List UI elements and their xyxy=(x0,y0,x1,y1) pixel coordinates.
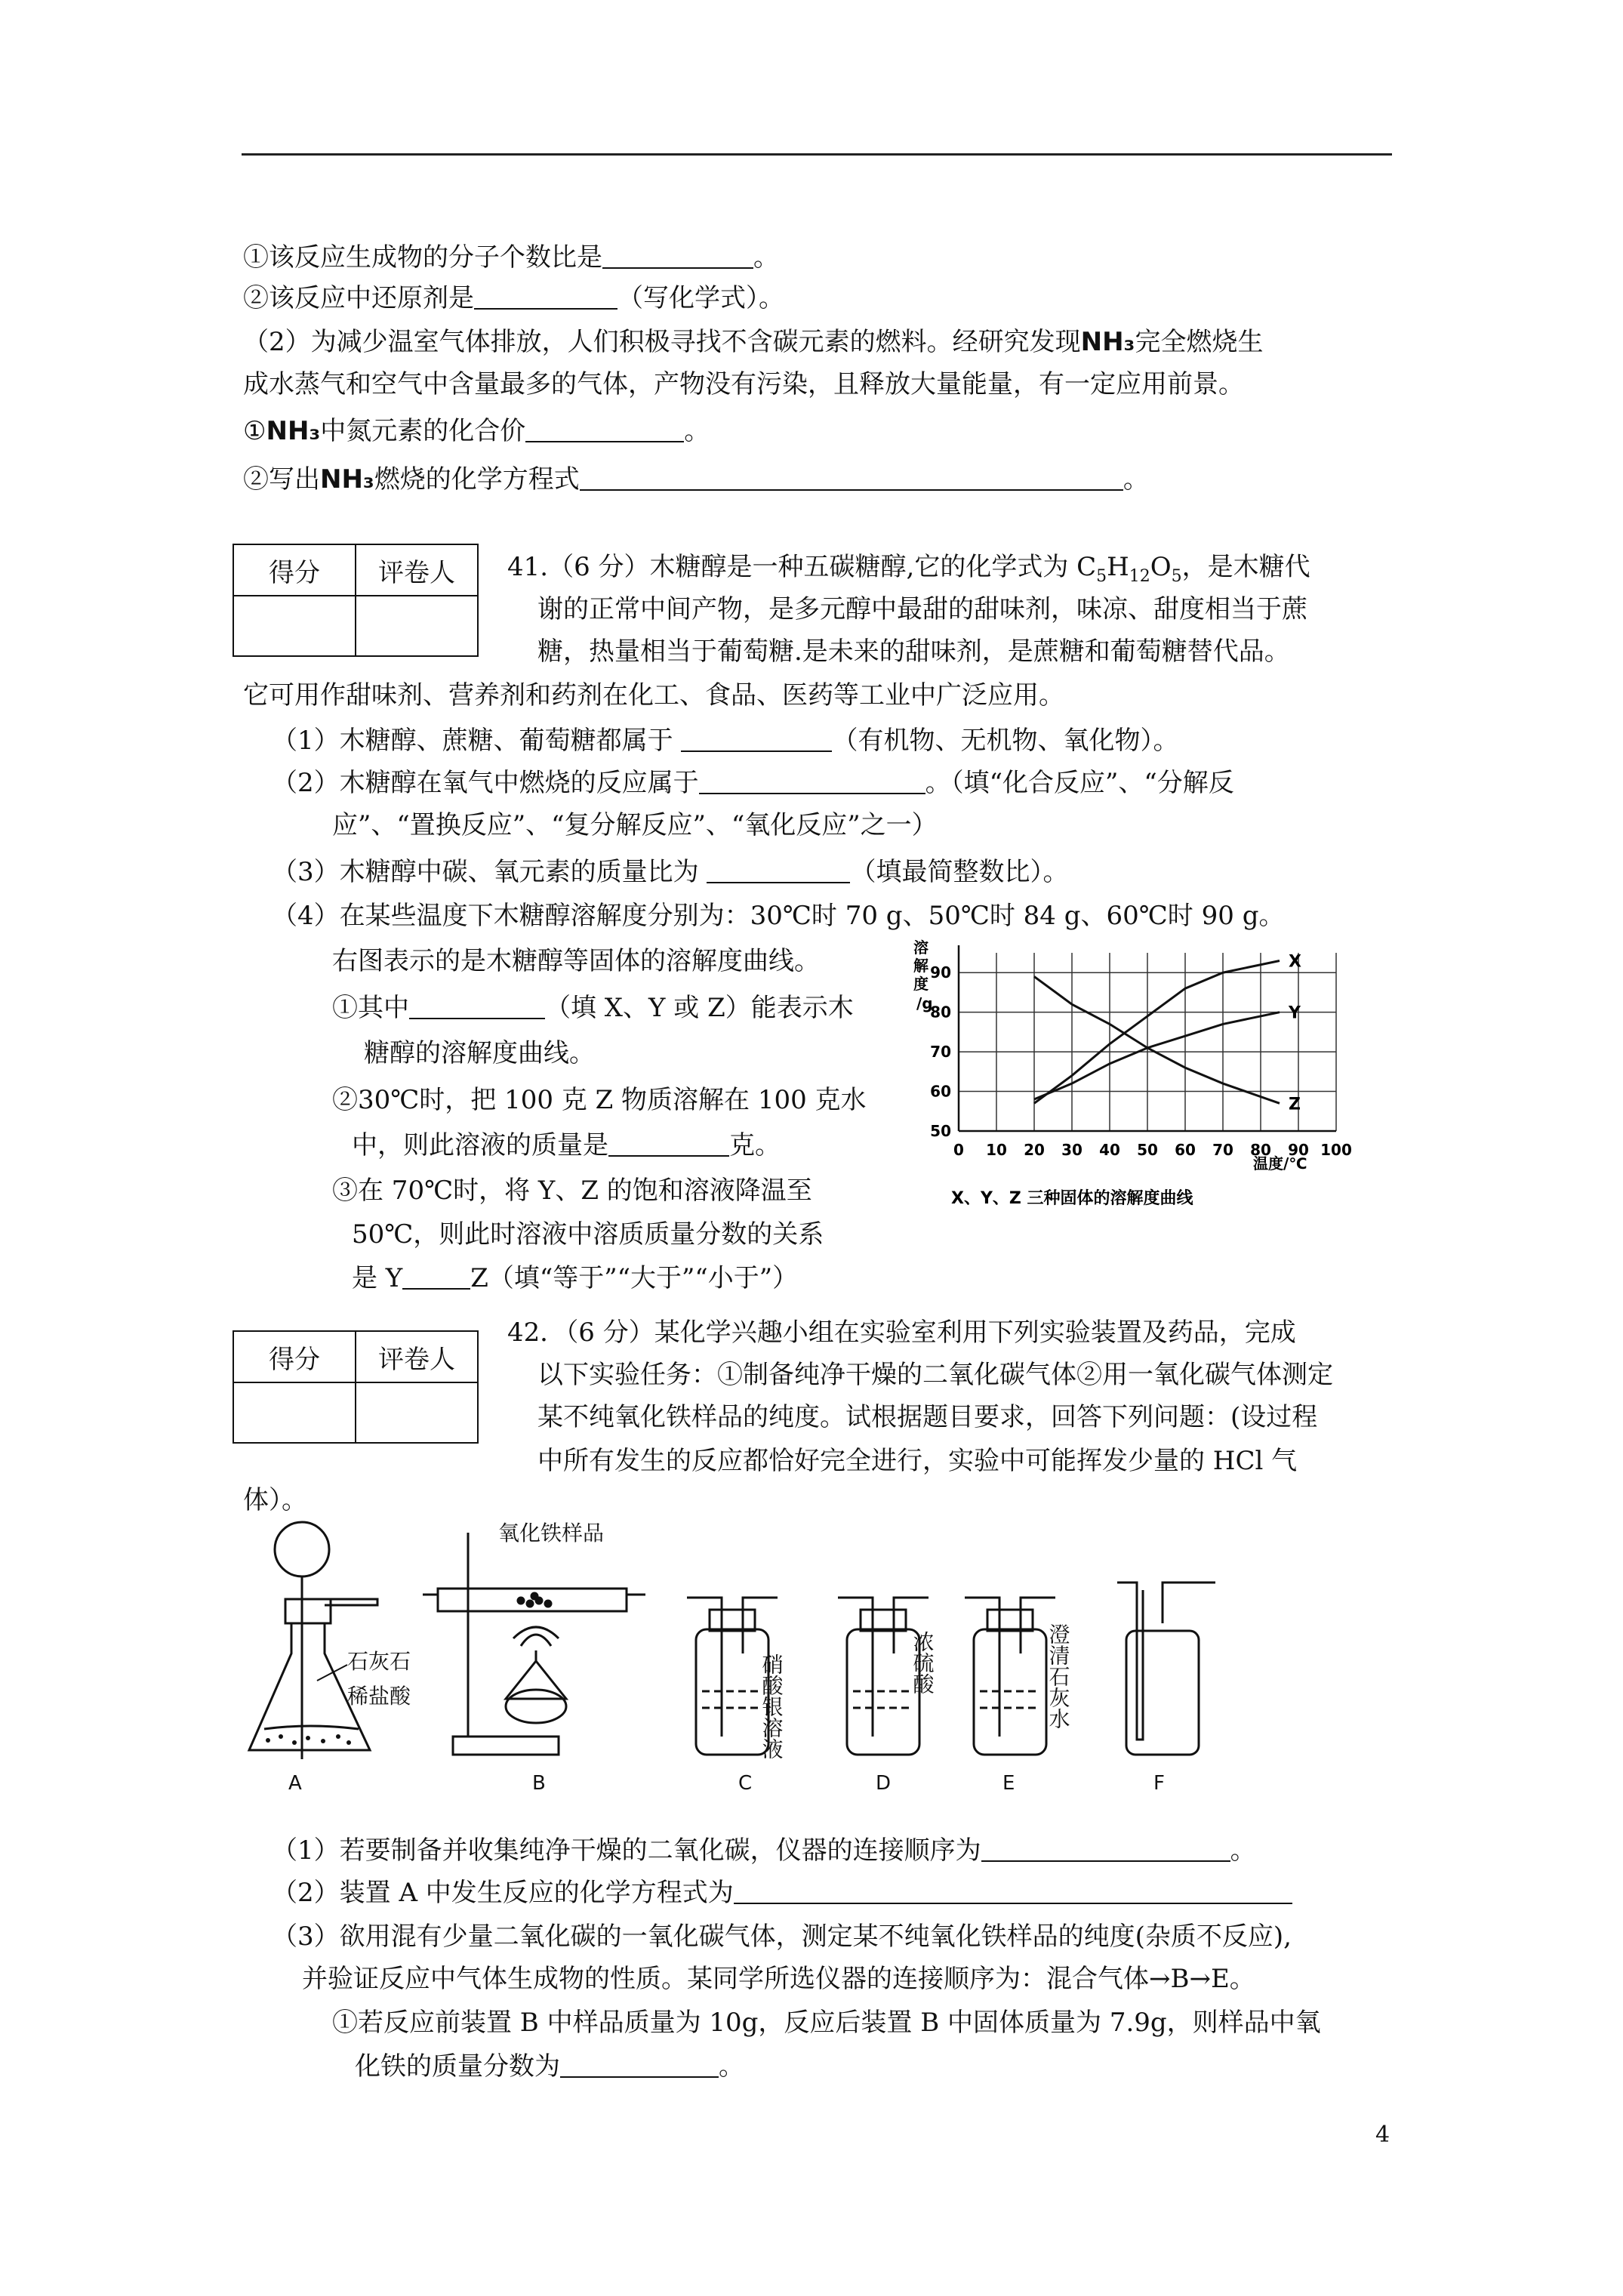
q40-line-2: ②该反应中还原剂是 （写化学式）。 xyxy=(243,279,784,317)
answer-blank[interactable] xyxy=(525,414,684,442)
label-e: E xyxy=(1002,1772,1015,1795)
q42-line-2: 以下实验任务：①制备纯净干燥的二氧化碳气体②用一氧化碳气体测定 xyxy=(537,1360,1333,1390)
q41-part-2-cont: 应”、“置换反应”、“复分解反应”、“氧化反应”之一） xyxy=(332,810,938,840)
answer-blank[interactable] xyxy=(409,991,545,1019)
y-tick-label: 50 xyxy=(930,1122,951,1140)
sulfuric-acid-label: 浓硫酸 xyxy=(910,1631,935,1694)
q42-line-1: 42．（6 分）某化学兴趣小组在实验室利用下列实验装置及药品，完成 xyxy=(507,1318,1296,1348)
y-tick-label: 70 xyxy=(930,1043,951,1062)
q41-sub-2-cont: 中，则此溶液的质量是 克。 xyxy=(352,1126,781,1164)
silver-nitrate-label: 硝酸银溶液 xyxy=(759,1653,784,1759)
q41-sub-3-cont2: 是 Y Z（填“等于”“大于”“小于”） xyxy=(352,1259,798,1297)
series-label-x: X xyxy=(1289,952,1301,972)
apparatus-b xyxy=(423,1533,645,1755)
q41-line-4: 它可用作甜味剂、营养剂和药剂在化工、食品、医药等工业中广泛应用。 xyxy=(243,680,1064,710)
q42-part-1: （1）若要制备并收集纯净干燥的二氧化碳，仪器的连接顺序为 。 xyxy=(272,1832,1256,1869)
q42-part-3-sub-1-cont: 化铁的质量分数为 。 xyxy=(355,2048,744,2085)
answer-blank[interactable] xyxy=(474,281,617,310)
y-tick-label: 60 xyxy=(930,1082,951,1101)
limestone-label: 石灰石 xyxy=(347,1649,411,1674)
series-line-y xyxy=(1034,1012,1280,1099)
page-number: 4 xyxy=(1375,2122,1390,2148)
answer-blank[interactable] xyxy=(699,766,925,794)
chart-title: X、Y、Z 三种固体的溶解度曲线 xyxy=(951,1189,1193,1208)
answer-blank[interactable] xyxy=(560,2049,719,2078)
answer-blank[interactable] xyxy=(402,1261,470,1290)
score-box-q41 xyxy=(233,544,479,657)
q41-part-1: （1）木糖醇、蔗糖、葡萄糖都属于 （有机物、无机物、氧化物）。 xyxy=(272,722,1178,760)
x-tick-label: 50 xyxy=(1137,1141,1158,1159)
header-rule xyxy=(242,153,1392,156)
label-c: C xyxy=(738,1772,753,1795)
q41-sub-1: ①其中 （填 X、Y 或 Z）能表示木 xyxy=(332,989,854,1027)
score-cell[interactable] xyxy=(233,596,356,656)
chart-grid xyxy=(959,953,1336,1131)
q40-line-5: ①NH₃中氮元素的化合价 。 xyxy=(243,412,710,450)
q42-line-4: 中所有发生的反应都恰好完全进行，实验中可能挥发少量的 HCl 气 xyxy=(537,1446,1298,1476)
x-tick-label: 30 xyxy=(1061,1141,1083,1159)
answer-blank[interactable] xyxy=(707,855,850,883)
label-b: B xyxy=(532,1772,546,1795)
q40-line-4: 成水蒸气和空气中含量最多的气体，产物没有污染，且释放大量能量，有一定应用前景。 xyxy=(243,369,1244,399)
label-d: D xyxy=(876,1772,892,1795)
series-line-x xyxy=(1034,960,1280,1103)
q41-part-4-cont: 右图表示的是木糖醇等固体的溶解度曲线。 xyxy=(332,946,820,976)
limewater-label: 澄清石灰水 xyxy=(1046,1623,1071,1729)
answer-blank[interactable] xyxy=(608,1128,729,1157)
apparatus-diagram xyxy=(234,1510,1238,1797)
q41-sub-3-cont: 50℃，则此时溶液中溶质质量分数的关系 xyxy=(352,1219,824,1250)
q40-line-1: ①该反应生成物的分子个数比是 。 xyxy=(243,239,779,276)
hcl-label: 稀盐酸 xyxy=(347,1684,411,1709)
svg-text:解: 解 xyxy=(913,957,929,975)
x-tick-label: 40 xyxy=(1099,1141,1120,1159)
chart-series xyxy=(1034,952,1301,1114)
q41-sub-1-cont: 糖醇的溶解度曲线。 xyxy=(364,1038,595,1068)
solubility-chart xyxy=(891,930,1374,1217)
q41-part-3: （3）木糖醇中碳、氧元素的质量比为 （填最简整数比）。 xyxy=(272,853,1068,891)
x-tick-label: 0 xyxy=(953,1141,964,1159)
answer-blank[interactable] xyxy=(681,723,832,752)
x-tick-label: 70 xyxy=(1212,1141,1233,1159)
y-tick-label: 90 xyxy=(930,963,951,982)
series-label-y: Y xyxy=(1289,1003,1301,1023)
x-tick-label: 90 xyxy=(1288,1141,1309,1159)
x-tick-label: 10 xyxy=(986,1141,1007,1159)
q42-part-3: （3）欲用混有少量二氧化碳的一氧化碳气体，测定某不纯氧化铁样品的纯度(杂质不反应), xyxy=(272,1922,1292,1952)
score-box-q42 xyxy=(233,1330,479,1444)
q41-part-2: （2）木糖醇在氧气中燃烧的反应属于 。（填“化合反应”、“分解反 xyxy=(272,764,1234,802)
q42-part-2: （2）装置 A 中发生反应的化学方程式为 xyxy=(272,1874,1292,1912)
x-axis-label: 温度/℃ xyxy=(1253,1154,1307,1173)
grader-label: 评卷人 xyxy=(356,544,478,596)
q41-line-3: 糖，热量相当于葡萄糖.是未来的甜味剂，是蔗糖和葡萄糖替代品。 xyxy=(537,636,1290,667)
q41-sub-3: ③在 70℃时，将 Y、Z 的饱和溶液降温至 xyxy=(332,1176,812,1206)
q41-line-2: 谢的正常中间产物，是多元醇中最甜的甜味剂，味凉、甜度相当于蔗 xyxy=(537,594,1307,624)
apparatus-f xyxy=(1117,1583,1215,1755)
grader-label: 评卷人 xyxy=(356,1331,478,1382)
q42-line-3: 某不纯氧化铁样品的纯度。试根据题目要求，回答下列问题：(设过程 xyxy=(537,1402,1318,1432)
grader-cell[interactable] xyxy=(356,1382,478,1443)
q40-line-6: ②写出NH₃燃烧的化学方程式 。 xyxy=(243,461,1149,498)
grader-cell[interactable] xyxy=(356,596,478,656)
q42-part-3-cont: 并验证反应中气体生成物的性质。某同学所选仪器的连接顺序为：混合气体→B→E。 xyxy=(302,1964,1255,1994)
svg-text:度: 度 xyxy=(913,975,929,993)
q40-line-3: （2）为减少温室气体排放，人们积极寻找不含碳元素的燃料。经研究发现NH₃完全燃烧生 xyxy=(243,327,1264,357)
apparatus-a xyxy=(249,1522,377,1759)
q41-sub-2: ②30℃时，把 100 克 Z 物质溶解在 100 克水 xyxy=(332,1085,867,1115)
y-axis-label: 溶 xyxy=(913,938,929,957)
sample-label: 氧化铁样品 xyxy=(498,1521,605,1546)
answer-blank[interactable] xyxy=(981,1833,1230,1862)
x-tick-label: 20 xyxy=(1024,1141,1045,1159)
label-f: F xyxy=(1153,1772,1165,1795)
label-a: A xyxy=(288,1772,302,1795)
x-tick-label: 100 xyxy=(1320,1141,1352,1159)
q41-part-4: （4）在某些温度下木糖醇溶解度分别为：30℃时 70 g、50℃时 84 g、60℃时 90 g。 xyxy=(272,901,1285,931)
q41-line-1: 41.（6 分）木糖醇是一种五碳糖醇,它的化学式为 $C_5H_{12}O_5$，是木糖代 xyxy=(507,552,1310,586)
score-label: 得分 xyxy=(233,1331,356,1382)
answer-blank[interactable] xyxy=(734,1875,1292,1904)
y-tick-label: 80 xyxy=(930,1003,951,1022)
answer-blank[interactable] xyxy=(602,240,753,269)
x-tick-label: 80 xyxy=(1250,1141,1271,1159)
apparatus-e xyxy=(965,1598,1055,1755)
q42-part-3-sub-1: ①若反应前装置 B 中样品质量为 10g，反应后装置 B 中固体质量为 7.9g，则样品中氧 xyxy=(332,2008,1321,2038)
score-cell[interactable] xyxy=(233,1382,356,1443)
score-label: 得分 xyxy=(233,544,356,596)
svg-text:/g: /g xyxy=(916,994,933,1012)
series-label-z: Z xyxy=(1289,1095,1301,1114)
q42-line-5: 体）。 xyxy=(243,1485,307,1515)
x-tick-label: 60 xyxy=(1175,1141,1196,1159)
answer-blank[interactable] xyxy=(580,462,1123,491)
